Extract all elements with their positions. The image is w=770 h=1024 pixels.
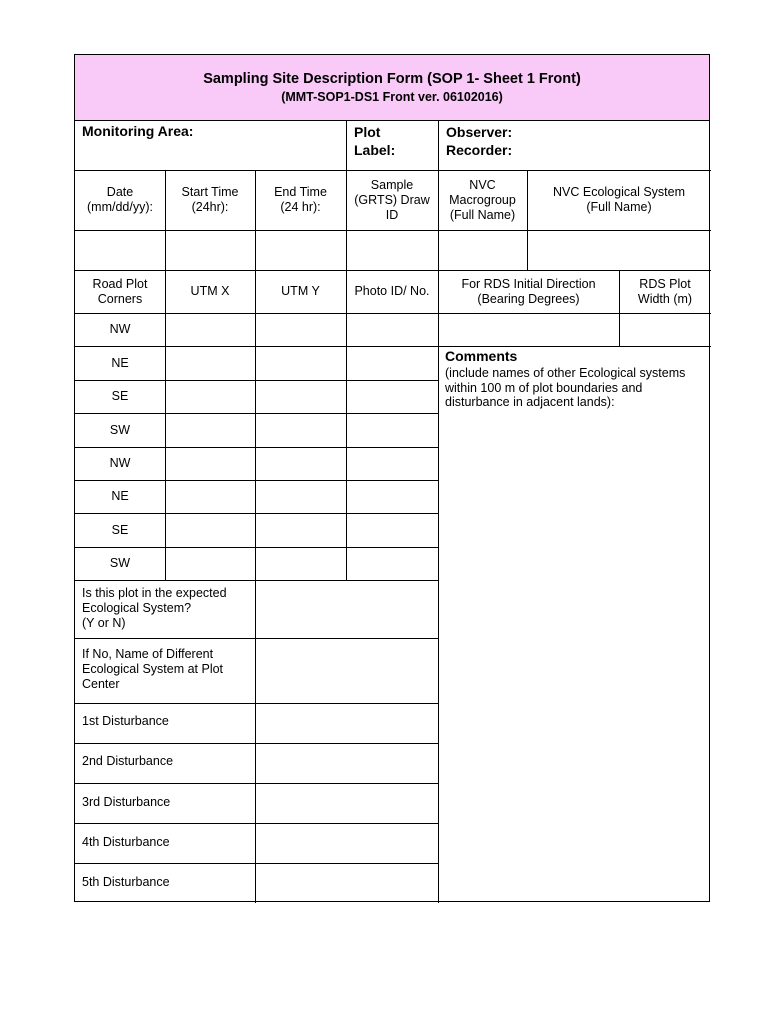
disturbance-label: 4th Disturbance — [82, 835, 170, 849]
observer-recorder-label — [446, 123, 512, 159]
start-time-header: Start Time (24hr): — [181, 185, 239, 214]
end-time-field[interactable] — [255, 230, 346, 270]
corner-label: NE — [111, 489, 129, 503]
different-system-question: If No, Name of Different Ecological System at Plot Center — [82, 647, 224, 691]
different-system-field[interactable] — [255, 638, 438, 703]
utm-x-header: UTM X — [190, 284, 230, 298]
disturbance-label: 2nd Disturbance — [82, 754, 174, 768]
disturbance-label: 3rd Disturbance — [82, 795, 171, 809]
date-header: Date (mm/dd/yy): — [87, 185, 153, 214]
expected-system-field[interactable] — [255, 580, 438, 638]
disturbance-label: 1st Disturbance — [82, 714, 169, 728]
disturbance-label: 5th Disturbance — [82, 875, 170, 889]
form-version: (MMT-SOP1-DS1 Front ver. 06102016) — [281, 90, 503, 104]
start-time-field[interactable] — [165, 230, 255, 270]
utm-y-header: UTM Y — [281, 284, 320, 298]
nvc-macrogroup-field[interactable] — [438, 230, 527, 270]
date-field[interactable] — [75, 230, 165, 270]
sample-draw-id-header: Sample (GRTS) Draw ID — [354, 177, 430, 222]
observer-label: Observer: — [446, 124, 513, 140]
sampling-site-form — [74, 54, 710, 902]
corner-label: SE — [111, 522, 129, 537]
comments-field[interactable] — [438, 415, 711, 903]
expected-system-question: Is this plot in the expected Ecological System? (Y or N) — [82, 586, 227, 630]
comments-block — [445, 348, 707, 410]
nvc-system-field[interactable] — [527, 230, 711, 270]
recorder-label: Recorder: — [446, 142, 513, 158]
corner-label: SW — [109, 422, 131, 437]
comments-instructions: (include names of other Ecological systems within 100 m of plot boundaries and disturbance in adjacent lands): — [445, 366, 686, 409]
corner-label: NE — [111, 355, 129, 370]
nvc-ecological-system-header: NVC Ecological System (Full Name) — [553, 185, 685, 214]
form-title-band — [75, 55, 709, 121]
comments-title: Comments — [445, 348, 518, 364]
monitoring-area-label: Monitoring Area: — [82, 123, 194, 139]
corner-label: NW — [109, 322, 131, 336]
form-title: Sampling Site Description Form (SOP 1- Sheet 1 Front) — [203, 71, 581, 87]
rds-direction-header: For RDS Initial Direction (Bearing Degrees) — [461, 276, 596, 306]
corner-label: SE — [111, 389, 129, 403]
road-plot-corners-header: Road Plot Corners — [92, 276, 148, 306]
corner-label: NW — [109, 456, 131, 470]
nvc-macrogroup-header: NVC Macrogroup (Full Name) — [449, 177, 516, 222]
corner-label: SW — [109, 556, 131, 570]
photo-id-header: Photo ID/ No. — [354, 284, 430, 298]
sample-id-field[interactable] — [346, 230, 438, 270]
plot-label-label: Plot Label: — [354, 124, 396, 158]
rds-width-header: RDS Plot Width (m) — [637, 276, 693, 306]
end-time-header: End Time (24 hr): — [274, 185, 327, 214]
